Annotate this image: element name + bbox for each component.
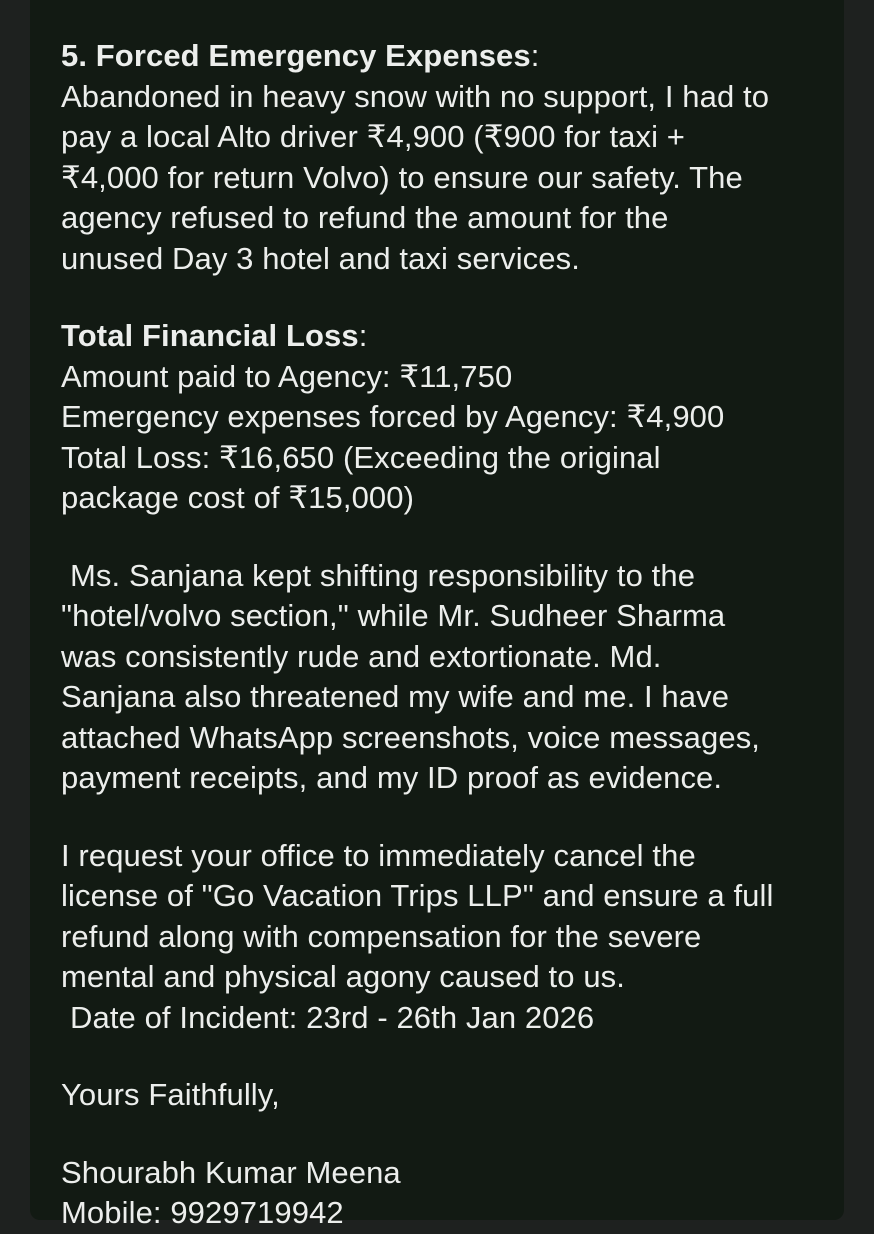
complaint-line: was consistently rude and extortionate. Md. [61,638,662,674]
total-loss-line: package cost of ₹15,000) [61,480,415,515]
section-5-line: agency refused to refund the amount for the [61,200,669,235]
paragraph-gap [61,279,851,316]
section-5-heading: 5. Forced Emergency Expenses [61,38,531,73]
salutation: Yours Faithfully, [61,1077,280,1112]
paragraph-gap [61,1116,851,1153]
complaint-line: payment receipts, and my ID proof as evidence. [61,760,723,795]
section-5-line: ₹4,000 for return Volvo) to ensure our safety. The [61,159,743,195]
total-loss-line: Total Loss: ₹16,650 (Exceeding the original [61,439,661,475]
request-line: I request your office to immediately cancel the [61,837,696,873]
sender-name: Shourabh Kumar Meena [61,1154,401,1190]
section-5-heading-line: 5. Forced Emergency Expenses: [61,38,540,73]
request-line: refund along with compensation for the severe [61,918,702,954]
paragraph-gap [61,799,851,836]
total-loss-heading-line: Total Financial Loss: [61,318,368,353]
section-5-line: Abandoned in heavy snow with no support, I had to [61,78,770,114]
section-5-line: pay a local Alto driver ₹4,900 (₹900 for taxi + [61,119,686,154]
complaint-line: Sanjana also threatened my wife and me. I have [61,679,730,714]
complaint-line: attached WhatsApp screenshots, voice messages, [61,719,761,755]
section-5-line: unused Day 3 hotel and taxi services. [61,240,580,276]
complaint-line: "hotel/volvo section," while Mr. Sudheer Sharma [61,598,726,633]
total-loss-line: Amount paid to Agency: ₹11,750 [61,358,513,394]
complaint-line: Ms. Sanjana kept shifting responsibility to the [70,557,696,593]
request-line: mental and physical agony caused to us. [61,959,625,994]
paragraph-gap [61,519,851,556]
incident-date: Date of Incident: 23rd - 26th Jan 2026 [70,999,595,1035]
message-text [61,36,851,1234]
sender-mobile-partial: Mobile: 9929719942 [61,1195,344,1230]
request-line: license of "Go Vacation Trips LLP" and ensure a full [61,878,774,913]
total-loss-line: Emergency expenses forced by Agency: ₹4,900 [61,399,725,434]
paragraph-gap [61,1038,851,1075]
total-loss-heading: Total Financial Loss [61,318,359,353]
